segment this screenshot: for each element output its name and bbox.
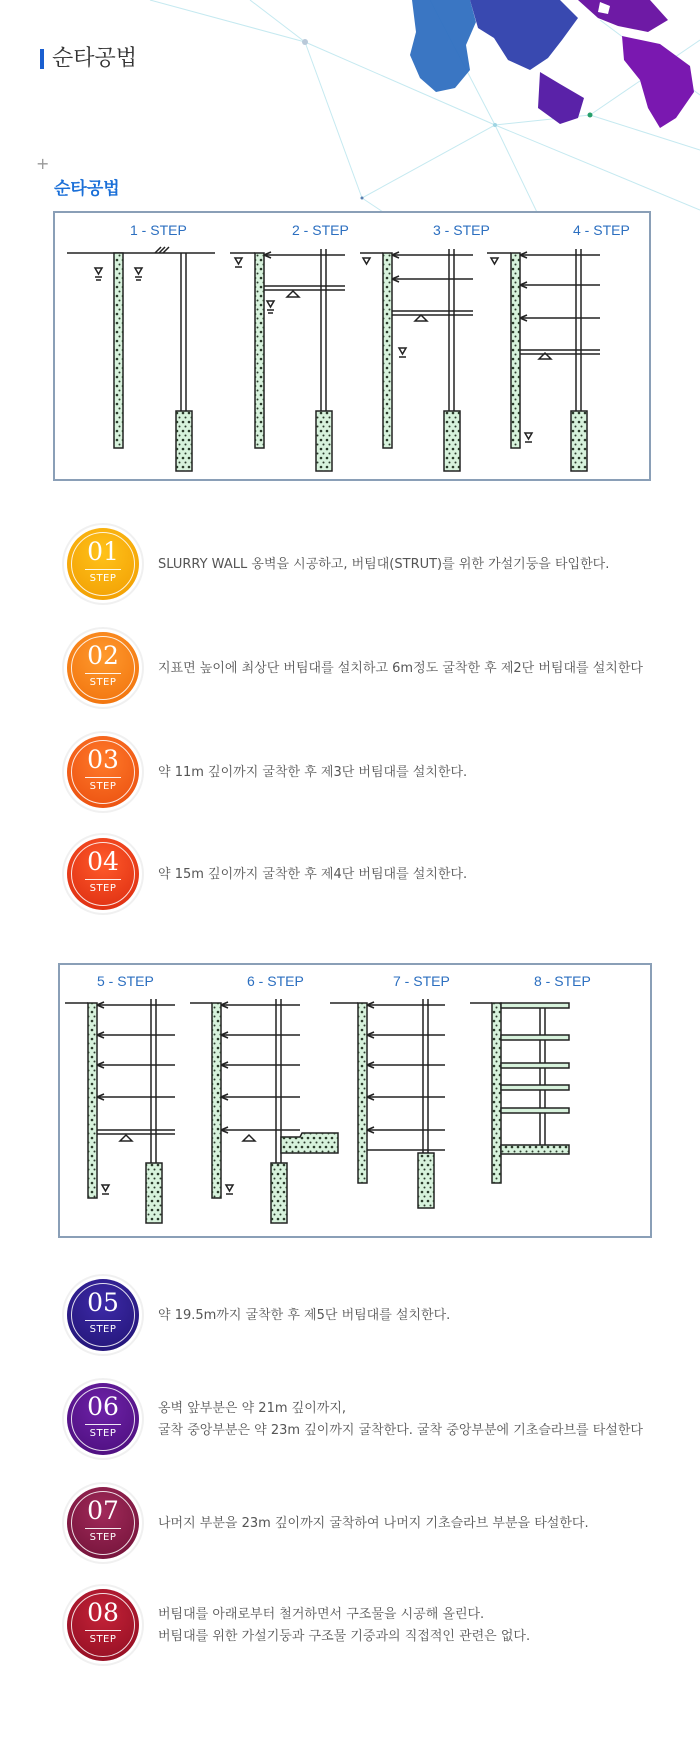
step-description: 나머지 부분을 23m 깊이까지 굴착하여 나머지 기초슬라브 부분을 타설한다. xyxy=(158,1516,589,1531)
step-row xyxy=(0,736,700,812)
step-description: 옹벽 앞부분은 약 21m 깊이까지, 굴착 중앙부분은 약 23m 깊이까지 굴착한다. 굴착 중앙부분에 기초슬라브를 타설한다 xyxy=(158,1401,643,1438)
step-number: 07 xyxy=(87,1496,119,1525)
step-row xyxy=(0,632,700,708)
step-number: 03 xyxy=(87,745,119,774)
step-3-drawing xyxy=(360,249,473,471)
step-number: 06 xyxy=(87,1392,119,1421)
diagram-label: 7 - STEP xyxy=(393,973,450,989)
step-description: 약 11m 깊이까지 굴착한 후 제3단 버팀대를 설치한다. xyxy=(158,765,468,780)
step-label: STEP xyxy=(89,1634,117,1645)
construction-diagram-steps-5-8 xyxy=(58,963,652,1238)
step-number: 02 xyxy=(87,641,119,670)
diagram-label: 8 - STEP xyxy=(534,973,591,989)
step-badge xyxy=(67,1383,139,1455)
step-label: STEP xyxy=(89,1428,117,1439)
step-row xyxy=(0,1589,700,1665)
step-badge xyxy=(67,1279,139,1351)
diagram-label: 2 - STEP xyxy=(292,222,349,238)
step-8-drawing xyxy=(470,1003,569,1183)
step-5-drawing xyxy=(65,999,175,1223)
step-row xyxy=(0,1487,700,1563)
step-label: STEP xyxy=(89,1532,117,1543)
step-label: STEP xyxy=(89,677,117,688)
step-number: 01 xyxy=(87,537,119,566)
diagram-label: 3 - STEP xyxy=(433,222,490,238)
construction-diagram-steps-1-4 xyxy=(53,211,651,481)
step-badge xyxy=(67,736,139,808)
step-badge xyxy=(67,838,139,910)
step-number: 04 xyxy=(87,847,119,876)
section-subtitle: 순타공법 xyxy=(54,179,120,199)
step-1-drawing xyxy=(67,247,215,471)
step-description: 약 15m 깊이까지 굴착한 후 제4단 버팀대를 설치한다. xyxy=(158,867,468,882)
step-badge xyxy=(67,1487,139,1559)
diagram-label: 1 - STEP xyxy=(130,222,187,238)
diagram-label: 4 - STEP xyxy=(573,222,630,238)
step-label: STEP xyxy=(89,883,117,894)
step-6-drawing xyxy=(190,999,338,1223)
page-title: 순타공법 xyxy=(40,46,137,72)
step-number: 05 xyxy=(87,1288,119,1317)
step-number: 08 xyxy=(87,1598,119,1627)
plus-icon: + xyxy=(36,154,50,173)
step-2-drawing xyxy=(230,249,345,471)
step-badge xyxy=(67,528,139,600)
step-description: 버팀대를 아래로부터 철거하면서 구조물을 시공해 올린다. 버팀대를 위한 가설기둥과 구조물 기중과의 직접적인 관련은 없다. xyxy=(158,1607,531,1644)
step-row xyxy=(0,838,700,914)
diagram-label: 5 - STEP xyxy=(97,973,154,989)
step-description: 약 19.5m까지 굴착한 후 제5단 버팀대를 설치한다. xyxy=(158,1308,451,1323)
step-row xyxy=(0,1279,700,1355)
step-row xyxy=(0,1383,700,1459)
step-label: STEP xyxy=(89,781,117,792)
step-7-drawing xyxy=(330,999,445,1208)
step-row xyxy=(0,528,700,604)
step-badge xyxy=(67,632,139,704)
step-description: SLURRY WALL 옹벽을 시공하고, 버팀대(STRUT)를 위한 가설기둥을 타입한다. xyxy=(158,557,610,572)
step-4-drawing xyxy=(487,249,600,471)
diagram-label: 6 - STEP xyxy=(247,973,304,989)
step-label: STEP xyxy=(89,1324,117,1335)
step-badge xyxy=(67,1589,139,1661)
step-description: 지표면 높이에 최상단 버팀대를 설치하고 6m정도 굴착한 후 제2단 버팀대를 설치한다 xyxy=(158,661,643,676)
step-label: STEP xyxy=(89,573,117,584)
